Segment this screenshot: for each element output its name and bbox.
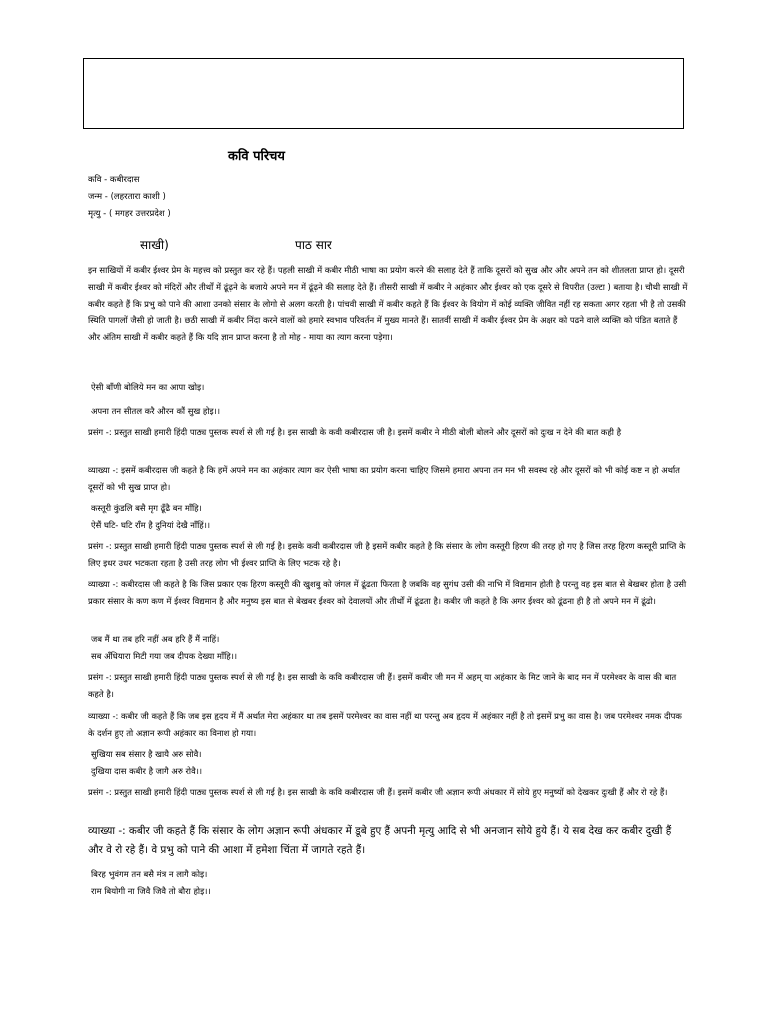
- couplet-line: दुखिया दास कबीर है जागै अरु रोवै।।: [91, 765, 203, 776]
- couplet-line: सुखिया सब संसार है खायै अरु सोवै।: [91, 749, 202, 759]
- poet-info: [88, 172, 171, 223]
- birth-line: जन्म - (लहरतारा काशी ): [88, 192, 166, 202]
- couplet-4: [91, 746, 202, 779]
- couplet-line: बिरह भुवंगम तन बसै मंत्र न लागै कोइ।: [91, 869, 208, 879]
- prasang-2: प्रसंग -: प्रस्तुत साखी हमारी हिंदी पाठ्य पुस्तक स्पर्श से ली गई है। इसके कवी कबीरदास जी है इसमें कबीर कहते है कि संसार के लोग कस्तूरी हिरण की तरह हो गए है जिस तरह हिरण कस्तूरी प्राप्ति के लिए इधर उधर भटकता रहता है उसी तरह लोग भी ईश्वर प्राप्ति के लिए भटक रहे है।: [88, 541, 686, 568]
- prasang-4: प्रसंग -: प्रस्तुत साखी हमारी हिंदी पाठ्य पुस्तक स्पर्श से ली गई है। इस साखी के कवि कबीरदास जी हैं। इसमें कबीर जी अज्ञान रूपी अंधकार में सोये हुए मनुष्यों को देखकर दुःखी हैं और रो रहे हैं।: [88, 787, 668, 797]
- couplet-line: अपना तन सीतल करै औरन कौं सुख होइ।।: [91, 405, 221, 416]
- couplet-line: ऐसी बाँणी बोलिये मन का आपा खोइ।: [91, 382, 205, 392]
- summary-paragraph: इन साखियों में कबीर ईश्वर प्रेम के महत्त्व को प्रस्तुत कर रहे हैं। पहली साखी में कबीर मीठी भाषा का प्रयोग करने की सलाह देते हैं ताकि दूसरों को सुख और और अपने तन को शीतलता प्राप्त हो। दूसरी साखी में कबीर ईश्वर को मंदिरों और तीर्थों में ढूंढ़ने के बजाये अपने मन में ढूंढ़ने की सलाह देते हैं। तीसरी साखी में कबीर ने अहंकार और ईश्वर को एक दूसरे से विपरीत (उल्टा ) बताया है। चौथी साखी में कबीर कहते हैं कि प्रभु को पाने की आशा उनको संसार के लोगो से अलग करती है। पांचवी साखी में कबीर कहते हैं कि ईश्वर के वियोग में कोई व्यक्ति जीवित नहीं रह सकता अगर रहता भी है तो उसकी स्थिति पागलों जैसी हो जाती है। छठी साखी में कबीर निंदा करने वालों को हमारे स्वभाव परिवर्तन में मुख्य मानते हैं। सातवीं साखी में कबीर ईश्वर प्रेम के अक्षर को पढने वाले व्यक्ति को पंडित बताते हैं और अंतिम साखी में कबीर कहते हैं कि यदि ज्ञान प्राप्त करना है तो मोह - माया का त्याग करना पड़ेगा।: [88, 265, 688, 343]
- vyakhya-2: व्याख्या -: कबीरदास जी कहते है कि जिस प्रकार एक हिरण कस्तूरी की खुशबु को जंगल में ढूंढता फिरता है जबकि वह सुगंध उसी की नाभि में विद्यमान होती है परन्तु वह इस बात से बेखबर होता है उसी प्रकार संसार के कण कण में ईश्वर विद्यमान है और मनुष्य इस बात से बेखबर ईश्वर को देवालयों और तीर्थों में ढूंढता है। कबीर जी कहते है कि अगर ईश्वर को ढूंढना ही है तो अपने मन में ढूंढो।: [88, 579, 687, 606]
- prasang-3: प्रसंग -: प्रस्तुत साखी हमारी हिंदी पाठ्य पुस्तक स्पर्श से ली गई है। इस साखी के कवि कबीरदास जी हैं। इसमें कबीर जी मन में अहम् या अहंकार के मिट जाने के बाद मन में परमेश्वर के वास की बात कहते है।: [88, 672, 677, 699]
- couplet-line: कस्तूरी कुंडलि बसै मृग ढूँढै बन माँहि।: [91, 503, 202, 513]
- death-line: मृत्यु - ( मगहर उत्तरप्रदेश ): [88, 209, 171, 219]
- couplet-5: [91, 866, 211, 899]
- poet-intro-title: कवि परिचय: [228, 149, 285, 164]
- couplet-line: राम बियोगी ना जिवै जिवै तो बौरा होइ।।: [91, 885, 211, 896]
- prasang-1: प्रसंग -: प्रस्तुत साखी हमारी हिंदी पाठ्य पुस्तक स्पर्श से ली गई है। इस साखी के कवी कबीरदास जी है। इसमें कबीर ने मीठी बोली बोलने और दूसरों को दुःख न देने की बात कही है: [88, 427, 622, 437]
- couplet-line: ऐसैं घटि- घटि राँम है दुनियां देखै नाँहिं।।: [91, 519, 211, 530]
- poet-name-line: कवि - कबीरदास: [88, 175, 140, 185]
- vyakhya-3: व्याख्या -: कबीर जी कहते हैं कि जब इस हृदय में मैं अर्थात मेरा अहंकार था तब इसमें परमेश्वर का वास नहीं था परन्तु अब हृदय में अहंकार नहीं है तो इसमें प्रभु का वास है। जब परमेश्वर नमक दीपक के दर्शन हुए तो अज्ञान रूपी अहंकार का विनाश हो गया।: [88, 711, 682, 738]
- couplet-line: सब अँधियारा मिटी गया जब दीपक देख्या माँहि।।: [91, 650, 238, 661]
- couplet-line: जब मैं था तब हरि नहीं अब हरि हैं मैं नाहिं।: [91, 634, 220, 644]
- header-box: [83, 58, 684, 129]
- couplet-1: [91, 379, 220, 419]
- couplet-3: [91, 631, 237, 664]
- vyakhya-1: व्याख्या -: इसमें कबीरदास जी कहते है कि हमें अपने मन का अहंकार त्याग कर ऐसी भाषा का प्रयोग करना चाहिए जिसमे हमारा अपना तन मन भी सवस्थ रहे और दूसरों को भी कोई कष्ट न हो अर्थात दूसरों को भी सुख प्राप्त हो।: [88, 465, 680, 492]
- vyakhya-4: व्याख्या -: कबीर जी कहते हैं कि संसार के लोग अज्ञान रूपी अंधकार में डूबे हुए हैं अपनी मृत्यु आदि से भी अनजान सोये हुये हैं। ये सब देख कर कबीर दुखी हैं और वे रो रहे हैं। वे प्रभु को पाने की आशा में हमेशा चिंता में जागते रहते हैं।: [88, 825, 672, 856]
- summary-heading: पाठ सार: [295, 238, 332, 252]
- sakhi-heading: साखी): [140, 238, 169, 252]
- couplet-2: [91, 500, 210, 533]
